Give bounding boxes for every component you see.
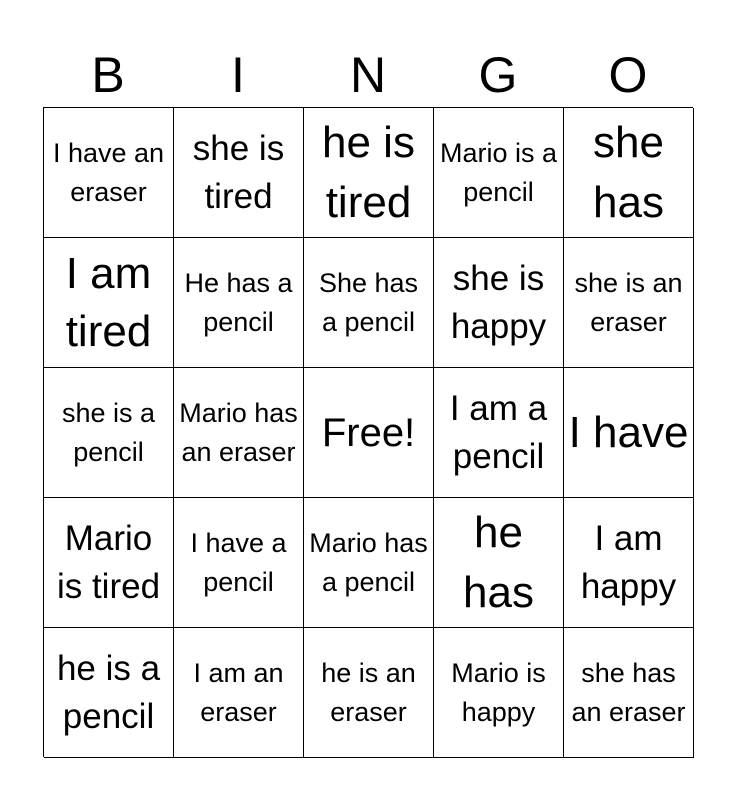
cell-text: I am a pencil — [449, 388, 548, 476]
bingo-cell[interactable] — [304, 238, 434, 368]
cell-text: Mario is a pencil — [439, 137, 558, 207]
bingo-cell[interactable] — [44, 628, 174, 758]
cell-text: I am an eraser — [193, 657, 284, 727]
cell-text: he has — [463, 507, 534, 617]
cell-text: I have — [568, 407, 689, 457]
cell-text: Free! — [321, 410, 416, 455]
bingo-cell[interactable] — [564, 368, 694, 498]
bingo-cell[interactable] — [304, 498, 434, 628]
cell-text: he is a pencil — [56, 648, 161, 736]
bingo-cell[interactable] — [174, 108, 304, 238]
cell-text: Mario has an eraser — [179, 397, 298, 467]
bingo-cell[interactable] — [44, 368, 174, 498]
cell-text: she is tired — [192, 128, 285, 216]
cell-text: I am happy — [580, 518, 677, 606]
bingo-cell[interactable] — [174, 498, 304, 628]
bingo-cell[interactable] — [434, 368, 564, 498]
header-letter-i: I — [231, 47, 245, 103]
bingo-cell[interactable] — [304, 628, 434, 758]
bingo-cell[interactable] — [564, 628, 694, 758]
cell-text: he is an eraser — [321, 657, 416, 727]
bingo-header — [43, 42, 693, 108]
bingo-grid — [43, 107, 693, 757]
cell-text: she has an eraser — [571, 657, 686, 727]
cell-text: Mario is happy — [451, 657, 546, 727]
bingo-cell[interactable] — [434, 238, 564, 368]
cell-text: I am tired — [65, 248, 152, 356]
cell-text: He has a pencil — [184, 267, 293, 337]
bingo-cell[interactable] — [44, 238, 174, 368]
cell-text: Mario is tired — [56, 518, 161, 606]
cell-text: she is a pencil — [61, 397, 156, 467]
cell-text: she is an eraser — [574, 267, 683, 337]
bingo-cell[interactable] — [434, 498, 564, 628]
cell-text: I have a pencil — [190, 527, 287, 597]
bingo-cell[interactable] — [304, 108, 434, 238]
cell-text: she has — [593, 117, 664, 227]
bingo-cell[interactable] — [434, 628, 564, 758]
bingo-cell[interactable] — [564, 498, 694, 628]
cell-text: I have an eraser — [52, 137, 165, 207]
header-letter-o: O — [608, 47, 648, 103]
bingo-cell[interactable] — [44, 108, 174, 238]
bingo-cell[interactable] — [174, 238, 304, 368]
header-letter-b: B — [91, 47, 125, 103]
header-letter-n: N — [349, 47, 387, 103]
cell-text: She has a pencil — [318, 267, 419, 337]
bingo-cell[interactable] — [174, 368, 304, 498]
bingo-cell[interactable] — [564, 238, 694, 368]
free-space-cell[interactable] — [304, 368, 434, 498]
cell-text: Mario has a pencil — [309, 527, 428, 597]
header-letter-g: G — [478, 47, 518, 103]
bingo-cell[interactable] — [44, 498, 174, 628]
bingo-cell[interactable] — [174, 628, 304, 758]
bingo-cell[interactable] — [434, 108, 564, 238]
bingo-cell[interactable] — [564, 108, 694, 238]
cell-text: she is happy — [450, 258, 547, 346]
cell-text: he is tired — [322, 117, 415, 227]
